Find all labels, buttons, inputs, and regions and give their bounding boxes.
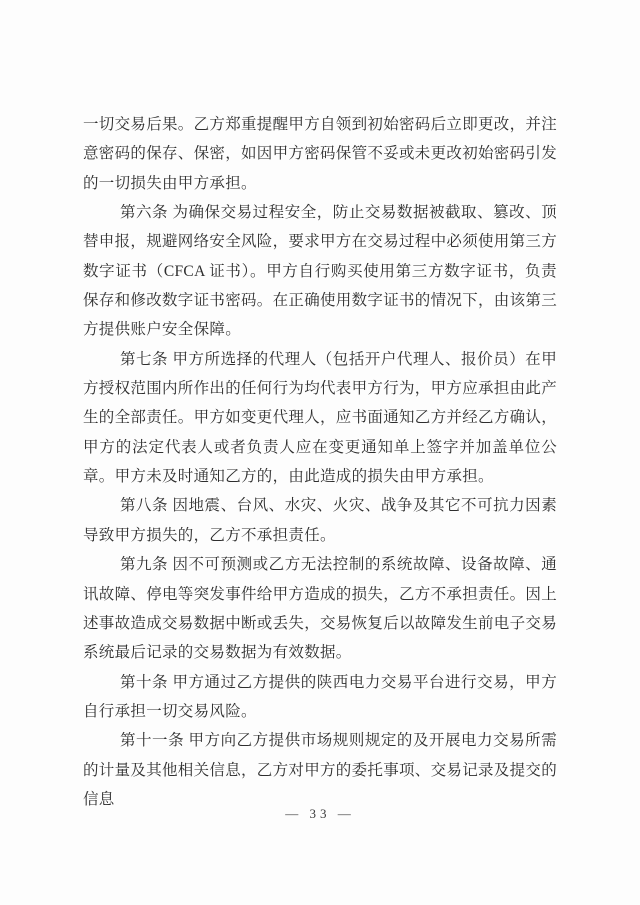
contract-paragraph-article-8: 第八条 因地震、台风、水灾、火灾、战争及其它不可抗力因素导致甲方损失的，乙方不承担责任。 bbox=[83, 497, 557, 544]
contract-text-body bbox=[83, 110, 557, 814]
contract-paragraph-article-9: 第九条 因不可预测或乙方无法控制的系统故障、设备故障、通讯故障、停电等突发事件给甲方造成的损失，乙方不承担责任。因上述事故造成交易数据中断或丢失，交易恢复后以故障发生前电子交易系统最后记录的交易数据为有效数据。 bbox=[83, 556, 558, 662]
contract-paragraph-article-10: 第十条 甲方通过乙方提供的陕西电力交易平台进行交易，甲方自行承担一切交易风险。 bbox=[83, 673, 557, 720]
contract-paragraph-article-7: 第七条 甲方所选择的代理人（包括开户代理人、报价员）在甲方授权范围内所作出的任何行为均代表甲方行为，甲方应承担由此产生的全部责任。甲方如变更代理人，应书面通知乙方并经乙方确认，甲方的法定代表人或者负责人应在变更通知单上签字并加盖单位公章。甲方未及时通知乙方的，由此造成的损失由甲方承担。 bbox=[83, 350, 558, 486]
page-number: — 33 — bbox=[285, 806, 355, 821]
contract-paragraph-article-11: 第十一条 甲方向乙方提供市场规则规定的及开展电力交易所需的计量及其他相关信息，乙方对甲方的委托事项、交易记录及提交的信息 bbox=[83, 732, 558, 808]
contract-paragraph-article-6: 第六条 为确保交易过程安全，防止交易数据被截取、篡改、顶替申报，规避网络安全风险，要求甲方在交易过程中必须使用第三方数字证书（CFCA 证书）。甲方自行购买使用第三方数字证书，负责保存和修改数字证书密码。在正确使用数字证书的情况下，由该第三方提供账户安全保障。 bbox=[83, 204, 558, 339]
contract-paragraph-continuation: 一切交易后果。乙方郑重提醒甲方自领到初始密码后立即更改，并注意密码的保存、保密，如因甲方密码保管不妥或未更改初始密码引发的一切损失由甲方承担。 bbox=[83, 116, 558, 192]
